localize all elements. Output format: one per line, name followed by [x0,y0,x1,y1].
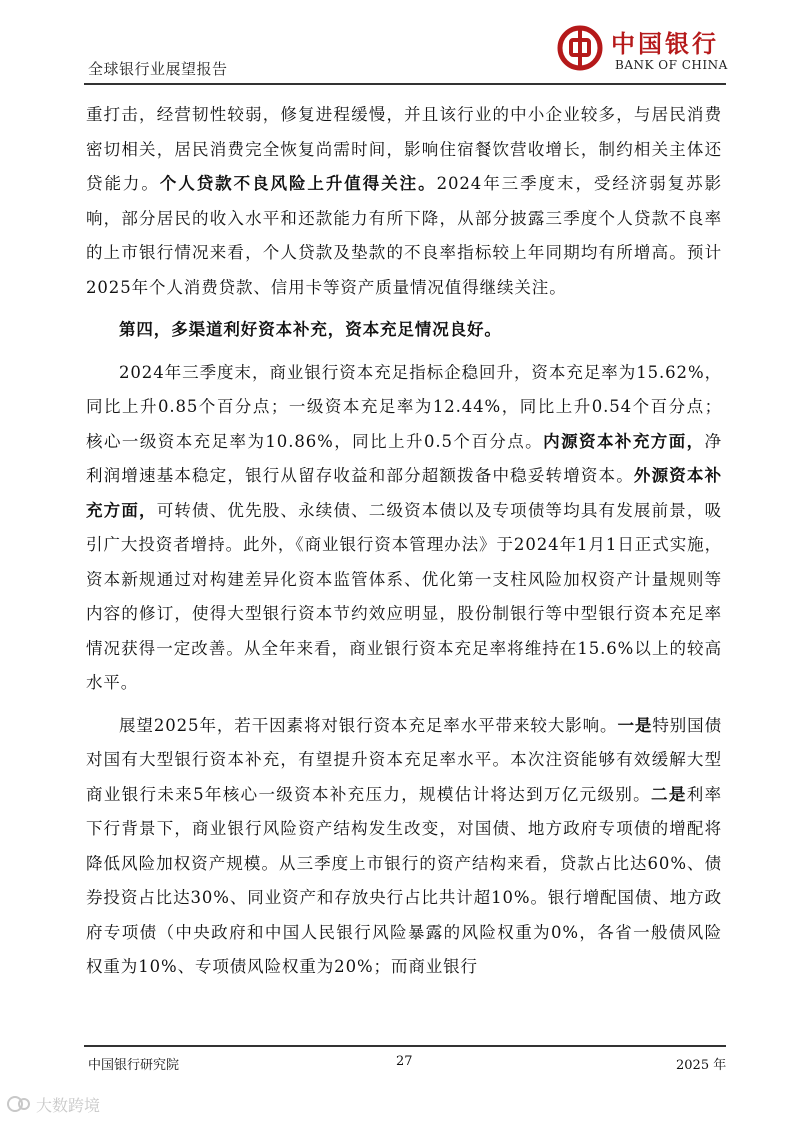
bank-logo [557,22,727,80]
page-number: 27 [396,1054,413,1069]
bold-emphasis: 一是 [617,715,653,735]
paragraph-text: 2024年三季度末，商业银行资本充足指标企稳回升，资本充足率为15.62%，同比上升0.85个百分点；一级资本充足率为12.44%，同比上升0.54个百分点；核心一级资本充足率为10.86%，同比上升0.5个百分点。 [86,362,722,451]
watermark-icon [6,1093,32,1115]
paragraph-text: 重打击，经营韧性较弱，修复进程缓慢，并且该行业的中小企业较多，与居民消费密切相关，居民消费完全恢复尚需时间，影响住宿餐饮营收增长，制约相关主体还贷能力。 [86,105,722,193]
paragraph-text: 净利润增速基本稳定，银行从留存收益和部分超额拨备中稳妥转增资本。 [86,431,722,485]
logo-english-name: BANK OF CHINA [615,58,728,72]
watermark-text: 大数跨境 [36,1096,101,1115]
footer-org: 中国银行研究院 [88,1058,180,1073]
paragraph-text: 特别国债对国有大型银行资本补充，有望提升资本充足率水平。本次注资能够有效缓解大型商业银行未来5年核心一级资本补充压力，规模估计将达到万亿元级别。 [86,715,722,804]
footer-year: 2025 年 [676,1058,727,1073]
paragraph-continued [86,98,722,305]
page-footer [0,1040,793,1080]
bold-emphasis: 二是 [651,784,687,804]
boc-logo-icon [557,25,603,71]
paragraph-text: 利率下行背景下，商业银行风险资产结构发生改变，对国债、地方政府专项债的增配将降低风险加权资产规模。从三季度上市银行的资产结构来看，贷款占比达60%、债券投资占比达30%、同业资产和存放央行占比共计超10%。银行增配国债、地方政府专项债（中央政府和中国人民银行风险暴露的风险权重为0%，各省一般债风险权重为10%、专项债风险权重为20%；而商业银行 [86,784,722,976]
footer-divider [84,1045,726,1047]
page-header [0,0,793,90]
paragraph-outlook [86,709,722,985]
logo-chinese-name: 中国银行 [611,29,719,58]
paragraph-capital [86,356,722,701]
paragraph-text: 可转债、优先股、永续债、二级资本债以及专项债等均具有发展前景，吸引广大投资者增持。此外，《商业银行资本管理办法》于2024年1月1日正式实施，资本新规通过对构建差异化资本监管体系、优化第一支柱风险加权资产计量规则等内容的修订，使得大型银行资本节约效应明显，股份制银行等中型银行资本充足率情况获得一定改善。从全年来看，商业银行资本充足率将维持在15.6%以上的较高水平。 [86,500,722,692]
watermark [6,1091,126,1117]
bold-emphasis: 外源资本补充方面， [86,466,723,520]
section-heading-4: 第四，多渠道利好资本补充，资本充足情况良好。 [119,320,502,339]
report-title: 全球银行业展望报告 [88,60,228,78]
bold-emphasis: 内源资本补充方面， [543,431,705,451]
bold-emphasis: 个人贷款不良风险上升值得关注。 [159,174,437,193]
paragraph-text: 展望2025年，若干因素将对银行资本充足率水平带来较大影响。 [119,715,618,735]
paragraph-text: 2024年三季度末，受经济弱复苏影响，部分居民的收入水平和还款能力有所下降，从部分披露三季度个人贷款不良率的上市银行情况来看，个人贷款及垫款的不良率指标较上年同期均有所增高。预计2025年个人消费贷款、信用卡等资产质量情况值得继续关注。 [86,174,723,297]
page-body [86,98,722,985]
header-divider [84,83,726,85]
